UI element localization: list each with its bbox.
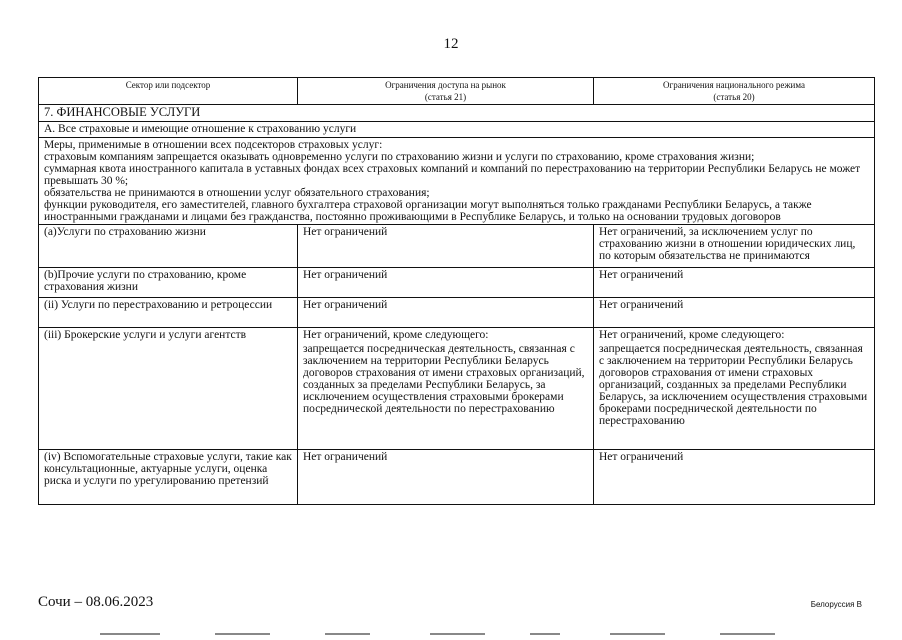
scan-artifact-line [610, 633, 665, 635]
national-treatment-cell [594, 328, 875, 450]
cell-text: запрещается посредническая деятельность, связанная с заключением на территории Республики Беларусь договоров страхования от имени страховых организаций, созданных за пределами Республики Беларусь, за исключением осуществления страховыми брокерами посреднической деятельности по перестрахованию [303, 343, 585, 415]
header-market-access: Ограничения доступа на рынок (статья 21) [298, 78, 594, 105]
measures-line: Меры, применимые в отношении всех подсекторов страховых услуг: [44, 139, 383, 151]
header-sector: Сектор или подсектор [39, 78, 298, 105]
measures-line: обязательства не принимаются в отношении услуг обязательного страхования; [44, 187, 430, 199]
table-header-row [39, 78, 875, 105]
page-number: 12 [443, 36, 459, 52]
table-row [39, 268, 875, 298]
scan-artifact-line [720, 633, 775, 635]
market-access-cell [298, 298, 594, 328]
table-row [39, 298, 875, 328]
cell-text: Нет ограничений, кроме следующего: [303, 329, 489, 341]
cell-text: Нет ограничений [303, 269, 388, 281]
national-treatment-cell [594, 298, 875, 328]
market-access-cell [298, 450, 594, 505]
measures-line: страховым компаниям запрещается оказывать одновременно услуги по страхованию жизни и услуги по страхованию, кроме страхования жизни; [44, 151, 755, 163]
sector-cell: (iv) Вспомогательные страховые услуги, такие как консультационные, актуарные услуги, оценка риска и услуги по урегулированию претензий [39, 450, 298, 505]
sector-cell: (b)Прочие услуги по страхованию, кроме страхования жизни [39, 268, 298, 298]
cell-text: запрещается посредническая деятельность, связанная с заключением на территории Республики Беларусь договоров страхования от имени страховых организаций, созданных за пределами Республики Беларусь, за исключением осуществления страховыми брокерами посреднической деятельности по перестрахованию [599, 343, 868, 427]
scan-artifact-line [430, 633, 485, 635]
footer-date: Сочи – 08.06.2023 [38, 594, 154, 610]
cell-text: Нет ограничений [303, 299, 388, 311]
national-treatment-cell [594, 268, 875, 298]
footer-tag: Белоруссия В [810, 600, 862, 609]
scan-artifact-line [530, 633, 560, 635]
scan-artifact-line [100, 633, 160, 635]
cell-text: Нет ограничений [303, 451, 388, 463]
table-row [39, 225, 875, 268]
measures-cell [39, 138, 875, 225]
measures-row [39, 138, 875, 225]
subsection-title: А. Все страховые и имеющие отношение к страхованию услуги [39, 122, 875, 138]
table-row [39, 450, 875, 505]
cell-text: Нет ограничений, кроме следующего: [599, 329, 785, 341]
sector-cell: (a)Услуги по страхованию жизни [39, 225, 298, 268]
cell-text: Нет ограничений [599, 299, 684, 311]
cell-text: Нет ограничений, за исключением услуг по страхованию жизни в отношении юридических лиц, по которым обязательства не принимаются [599, 226, 856, 262]
commitments-table [38, 77, 875, 505]
sector-cell: (ii) Услуги по перестрахованию и ретроцессии [39, 298, 298, 328]
market-access-cell [298, 225, 594, 268]
table-row [39, 328, 875, 450]
market-access-cell [298, 268, 594, 298]
measures-line: суммарная квота иностранного капитала в уставных фондах всех страховых компаний и компаний по перестрахованию на территории Республики Беларусь не может превышать 30 %; [44, 163, 861, 187]
market-access-cell [298, 328, 594, 450]
subsection-row [39, 122, 875, 138]
national-treatment-cell [594, 225, 875, 268]
measures-line: функции руководителя, его заместителей, главного бухгалтера страховой организации могут выполняться только гражданами Республики Беларусь, а также иностранными гражданами и лицами без гражданства, постоянно проживающими в Республике Беларусь, и только на основании трудовых договоров [44, 199, 812, 223]
cell-text: Нет ограничений [599, 269, 684, 281]
cell-text: Нет ограничений [599, 451, 684, 463]
national-treatment-cell [594, 450, 875, 505]
sector-cell: (iii) Брокерские услуги и услуги агентств [39, 328, 298, 450]
section-row [39, 105, 875, 122]
section-title: 7. ФИНАНСОВЫЕ УСЛУГИ [39, 105, 875, 122]
scan-artifact-line [325, 633, 370, 635]
scan-artifact-line [215, 633, 270, 635]
header-national-treatment: Ограничения национального режима (статья 20) [594, 78, 875, 105]
cell-text: Нет ограничений [303, 226, 388, 238]
